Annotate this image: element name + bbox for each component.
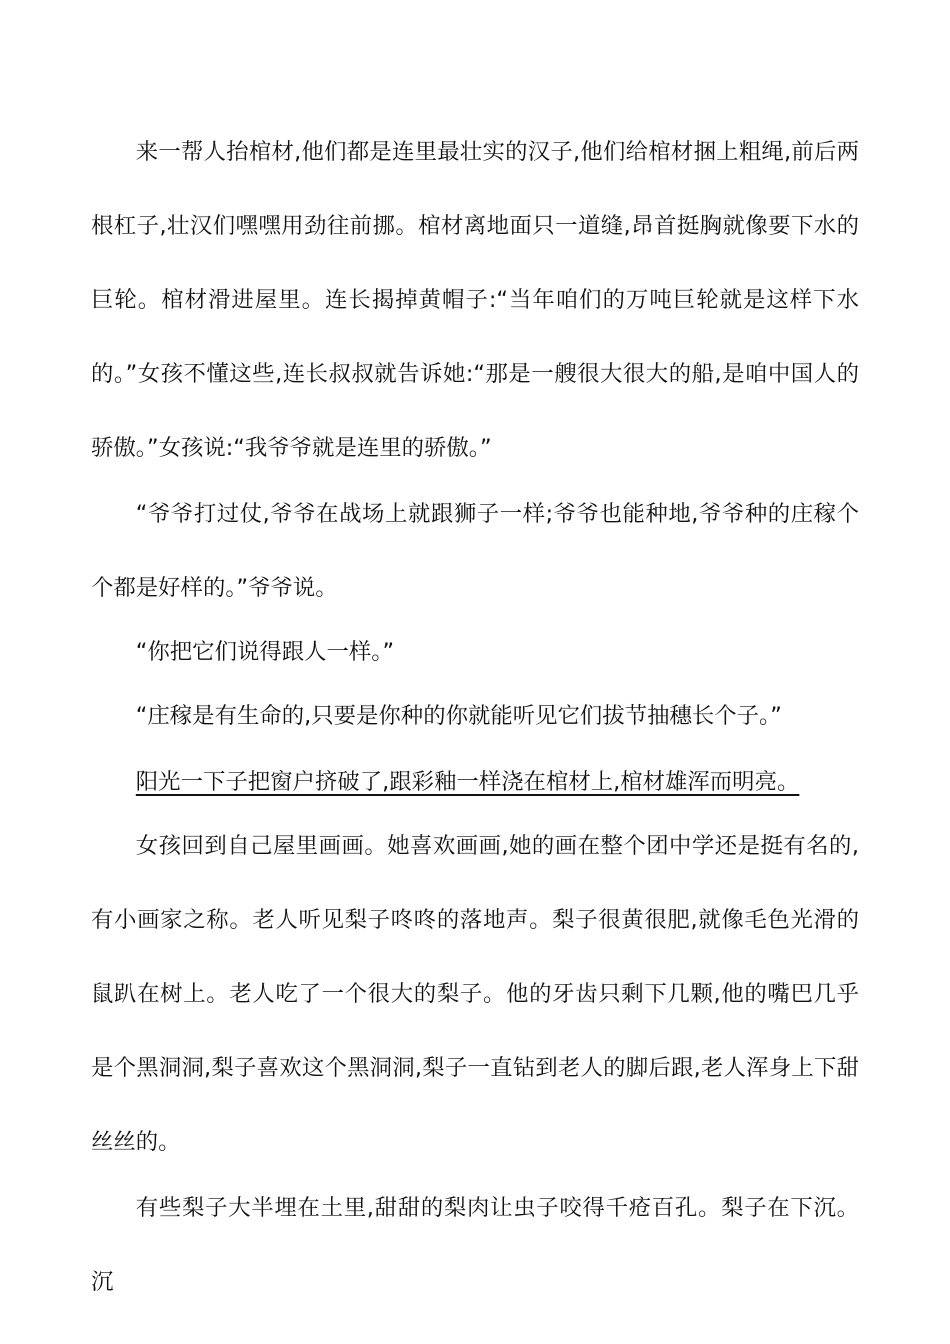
paragraph-text: “你把它们说得跟人一样。”: [135, 639, 395, 665]
paragraph-text: 女孩回到自己屋里画画。她喜欢画画,她的画在整个团中学还是挺有名的,有小画家之称。老人听见梨子咚咚的落地声。梨子很黄很肥,就像毛色光滑的鼠趴在树上。老人吃了一个很大的梨子。他的牙齿只剩下几颗,他的嘴巴几乎是个黑洞洞,梨子喜欢这个黑洞洞,梨子一直钻到老人的脚后跟,老人浑身上下甜丝丝的。: [91, 833, 859, 1155]
paragraph-text: “庄稼是有生命的,只要是你种的你就能听见它们拔节抽穗长个子。”: [135, 703, 782, 729]
paragraph-coffin-carrying: [91, 115, 859, 485]
paragraph-text: 阳光一下子把窗户挤破了,跟彩釉一样浇在棺材上,棺材雄浑而明亮。: [135, 769, 800, 795]
paragraph-text: 有些梨子大半埋在土里,甜甜的梨肉让虫子咬得千疮百孔。梨子在下沉。沉: [91, 1195, 859, 1295]
paragraph-crops-alive: [91, 679, 859, 753]
paragraph-text: “爷爷打过仗,爷爷在战场上就跟狮子一样;爷爷也能种地,爷爷种的庄稼个个都是好样的。”爷爷说。: [91, 501, 859, 601]
paragraph-sunlight-underlined: [91, 745, 859, 819]
paragraph-girl-painting: [91, 809, 859, 1179]
paragraph-pears-sinking: [91, 1171, 859, 1319]
paragraph-grandpa-fought: [91, 477, 859, 625]
paragraph-text: 来一帮人抬棺材,他们都是连里最壮实的汉子,他们给棺材捆上粗绳,前后两根杠子,壮汉们嘿嘿用劲往前挪。棺材离地面只一道缝,昂首挺胸就像要下水的巨轮。棺材滑进屋里。连长揭掉黄帽子:“当年咱们的万吨巨轮就是这样下水的。”女孩不懂这些,连长叔叔就告诉她:“那是一艘很大很大的船,是咱中国人的骄傲。”女孩说:“我爷爷就是连里的骄傲。”: [91, 139, 859, 461]
paragraph-like-people: [91, 615, 859, 689]
